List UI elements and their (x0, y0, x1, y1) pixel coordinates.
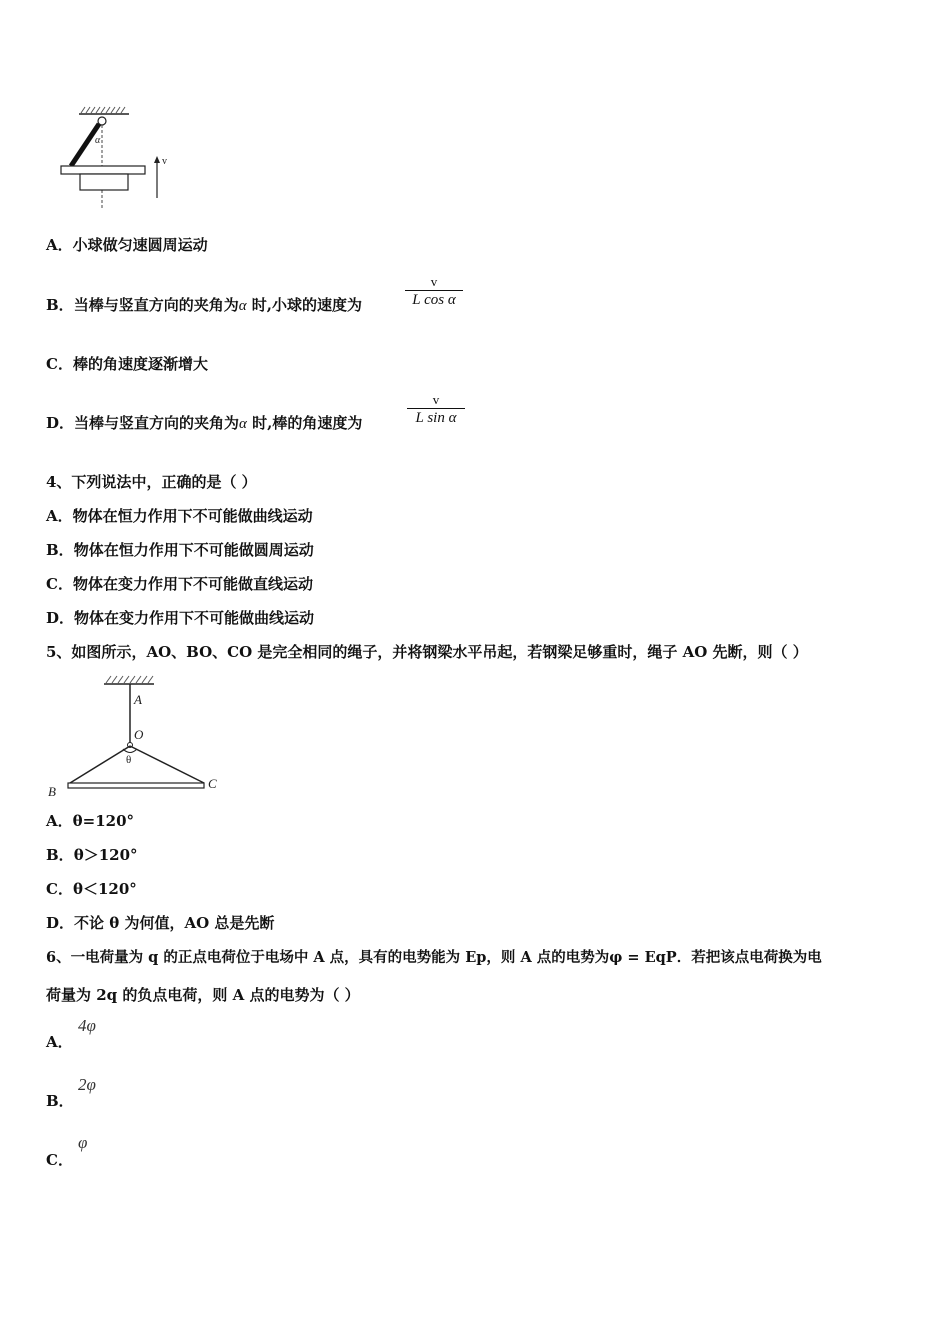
alpha-label: α (95, 135, 101, 146)
q4-option-d: D．物体在变力作用下不可能做曲线运动 (46, 609, 315, 627)
label-a: A (134, 692, 142, 707)
q6-option-a-math: 4φ (78, 1016, 96, 1035)
q3-option-a: A．小球做匀速圆周运动 (46, 236, 208, 254)
q4-option-a: A．物体在恒力作用下不可能做曲线运动 (46, 507, 313, 525)
q5-option-c: C．θ＜120° (46, 880, 137, 898)
q3-option-b: B．当棒与竖直方向的夹角为α 时,小球的速度为 (46, 296, 363, 314)
q3-option-d: D．当棒与竖直方向的夹角为α 时,棒的角速度为 (46, 414, 363, 432)
q3-option-c: C．棒的角速度逐渐增大 (46, 355, 208, 373)
q6-stem-line2: 荷量为 2q 的负点电荷，则 A 点的电势为（ ） (46, 986, 360, 1004)
label-b: B (48, 784, 56, 799)
q4-stem: 4、下列说法中，正确的是（ ） (46, 473, 257, 491)
q4-option-b: B．物体在恒力作用下不可能做圆周运动 (46, 541, 314, 559)
q5-option-b: B．θ＞120° (46, 846, 138, 864)
q5-stem: 5、如图所示，AO、BO、CO 是完全相同的绳子，并将钢梁水平吊起，若钢梁足够重时，绳子 AO 先断，则（ ） (46, 643, 808, 661)
label-c: C (208, 776, 217, 791)
q6-option-c-math: φ (78, 1133, 88, 1152)
q5-option-d: D．不论 θ 为何值，AO 总是先断 (46, 914, 275, 932)
q5-option-a: A．θ=120° (46, 812, 135, 830)
q3-b-fraction: v L cos α (405, 274, 463, 309)
rope-beam-figure (42, 672, 232, 802)
rod-platform-figure (55, 100, 185, 210)
q6-option-a: A． (46, 1033, 73, 1051)
q6-option-b-math: 2φ (78, 1075, 96, 1094)
q6-option-c: C． (46, 1151, 73, 1169)
q4-option-c: C．物体在变力作用下不可能做直线运动 (46, 575, 313, 593)
q6-option-b: B． (46, 1092, 74, 1110)
velocity-label: v (162, 156, 167, 167)
q6-stem-line1: 6、一电荷量为 q 的正点电荷位于电场中 A 点，具有的电势能为 Ep，则 A 点的电势为φ = EqP．若把该点电荷换为电 (46, 949, 822, 966)
label-o: O (134, 727, 144, 742)
q3-d-fraction: v L sin α (407, 392, 465, 427)
label-theta: θ (126, 754, 132, 766)
